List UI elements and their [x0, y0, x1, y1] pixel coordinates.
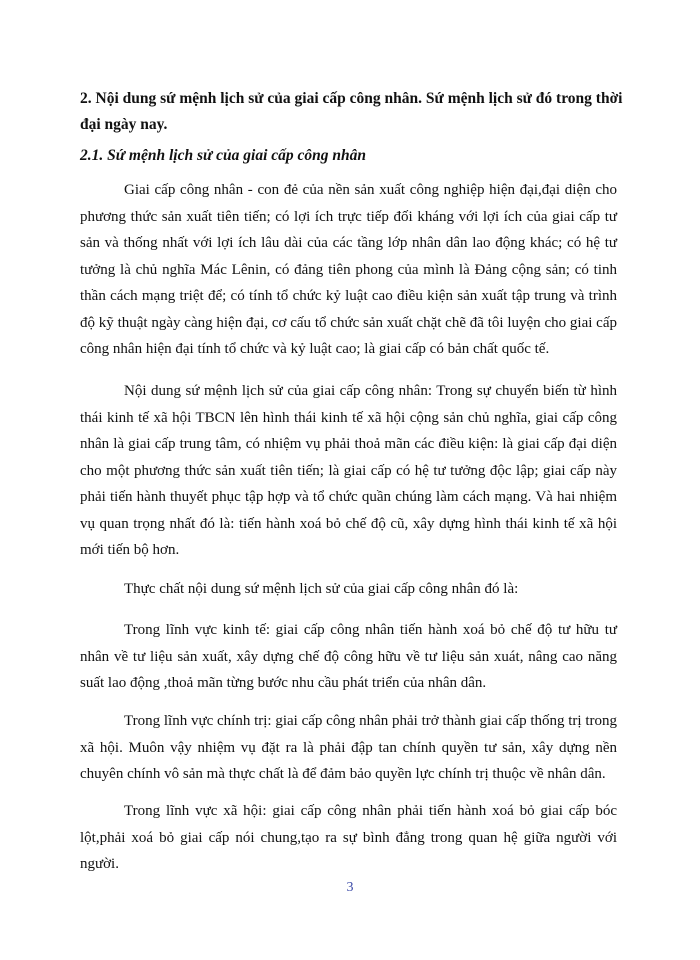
- page-number: 3: [346, 880, 354, 895]
- section-heading: 2. Nội dung sứ mệnh lịch sử của giai cấp công nhân. Sứ mệnh lịch sử đó trong thời đại ngày nay.: [80, 90, 623, 133]
- paragraph-political-field: Trong lĩnh vực chính trị: giai cấp công nhân phải trở thành giai cấp thống trị trong xã hội. Muôn vậy nhiệm vụ đặt ra là phải đập tan chính quyền tư sản, xây dựng nền chuyên chính vô sản mà thực chất là để đảm bảo quyền lực chính trị thuộc về nhân dân.: [80, 713, 617, 782]
- paragraph-mission-content: Nội dung sứ mệnh lịch sử của giai cấp công nhân: Trong sự chuyển biến từ hình thái kinh tế xã hội TBCN lên hình thái kinh tế xã hội cộng sản chủ nghĩa, giai cấp công nhân là giai cấp trung tâm, có nhiệm vụ phải thoả mãn các điều kiện: là giai cấp đại diện cho một phương thức sản xuất tiên tiến; là giai cấp có hệ tư tưởng độc lập; giai cấp này phải tiến hành thuyết phục tập hợp và tổ chức quần chúng làm cách mạng. Và hai nhiệm vụ quan trọng nhất đó là: tiến hành xoá bỏ chế độ cũ, xây dựng hình thái kinh tế xã hội mới tiến bộ hơn.: [80, 383, 617, 558]
- paragraph-characteristics: Giai cấp công nhân - con đẻ của nền sản xuất công nghiệp hiện đại,đại diện cho phương thức sản xuất tiên tiến; có lợi ích trực tiếp đối kháng với lợi ích của giai cấp tư sản và thống nhất với lợi ích lâu dài của các tầng lớp nhân dân lao động khác; có hệ tư tưởng là chủ nghĩa Mác Lênin, có đảng tiên phong của mình là Đảng cộng sản; có tinh thần cách mạng triệt để; có tính tổ chức kỷ luật cao điều kiện sản xuất tập trung và trình độ kỹ thuật ngày càng hiện đại, cơ cấu tổ chức sản xuất chặt chẽ đã tôi luyện cho giai cấp công nhân hiện đại tính tổ chức và kỷ luật cao; là giai cấp có bản chất quốc tế.: [80, 182, 617, 357]
- paragraph-social-field: Trong lĩnh vực xã hội: giai cấp công nhân phải tiến hành xoá bỏ giai cấp bóc lột,phải xoá bỏ giai cấp nói chung,tạo ra sự bình đẳng trong quan hệ giữa người với người.: [80, 803, 617, 872]
- subsection-heading: 2.1. Sứ mệnh lịch sử của giai cấp công nhân: [80, 147, 366, 164]
- paragraph-economic-field: Trong lĩnh vực kinh tế: giai cấp công nhân tiến hành xoá bỏ chế độ tư hữu tư nhân về tư liệu sản xuất, xây dựng chế độ công hữu về tư liệu sản xuát, nâng cao năng suất lao động ,thoả mãn từng bước nhu cầu phát triển của nhân dân.: [80, 622, 617, 691]
- paragraph-essence-intro: Thực chất nội dung sứ mệnh lịch sử của giai cấp công nhân đó là:: [124, 581, 519, 597]
